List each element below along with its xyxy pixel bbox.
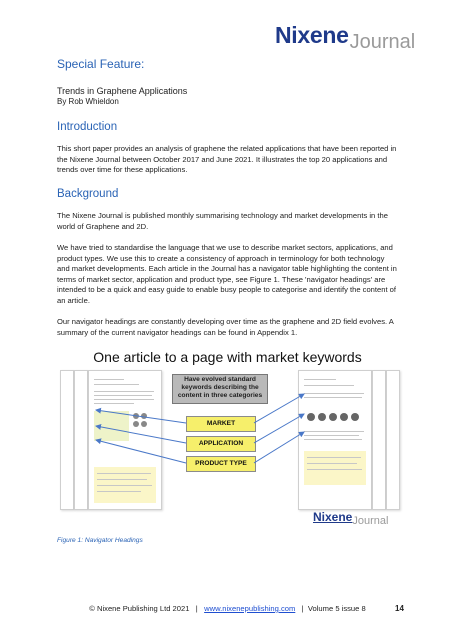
arrow-application-left — [96, 426, 186, 443]
arrow-market-left — [96, 410, 186, 423]
figure-logo — [313, 509, 388, 525]
key-product-type: PRODUCT TYPE — [186, 456, 256, 472]
special-feature-label: Special Feature: — [57, 57, 145, 71]
page-number: 14 — [395, 604, 404, 613]
intro-paragraph: This short paper provides an analysis of graphene the related applications that have been reported in the Nixene Journal between October 2017 and June 2021. It illustrates the top 20 applications and trends over time for these applications. — [57, 144, 397, 175]
figure-logo-nixene: Nixene — [313, 510, 353, 524]
footer-volume: Volume 5 issue 8 — [307, 604, 366, 613]
intro-heading: Introduction — [57, 121, 118, 133]
footer-copyright: © Nixene Publishing Ltd 2021 — [89, 604, 190, 613]
figure-caption: Figure 1: Navigator Headings — [57, 537, 143, 544]
article-title: Trends in Graphene Applications — [57, 86, 188, 96]
footer-separator: | — [301, 604, 304, 613]
figure-logo-journal: Journal — [352, 515, 389, 527]
article-byline: By Rob Whieldon — [57, 97, 119, 106]
figure-navigator — [60, 370, 400, 520]
arrow-product-left — [96, 440, 186, 463]
logo-journal: Journal — [349, 31, 416, 53]
background-paragraph-3: Our navigator headings are constantly developing over time as the graphene and 2D field evolves. A summary of the current navigator headings can be found in Appendix 1. — [57, 317, 394, 337]
logo-nixene: Nixene — [275, 22, 349, 48]
arrows — [60, 370, 400, 520]
background-heading: Background — [57, 188, 119, 200]
background-paragraph-1: The Nixene Journal is published monthly summarising technology and market developments in the world of Graphene and 2D. — [57, 211, 388, 231]
arrow-product-right — [254, 432, 304, 463]
footer-website-link[interactable]: www.nixenepublishing.com — [204, 604, 296, 613]
background-paragraph-2: We have tried to standardise the language that we use to describe market sectors, applications, and product types. We use this to create a consistency of approach in terminology for both technology and market developments. Each article in the Journal has a navigator table highlighting the content in terms of market sector, application and product type, see Figure 1. These 'navigator headings' are intended to be a quick and easy guide to enable busy people to categorise and identify the content of an article. — [57, 243, 397, 305]
figure-heading: One article to a page with market keywords — [93, 349, 362, 365]
key-market: MARKET — [186, 416, 256, 432]
keywords-callout: Have evolved standard keywords describing the content in three categories — [172, 374, 268, 404]
journal-logo — [275, 22, 416, 53]
key-application: APPLICATION — [186, 436, 256, 452]
footer-separator: | — [195, 604, 198, 613]
footer — [0, 604, 455, 613]
